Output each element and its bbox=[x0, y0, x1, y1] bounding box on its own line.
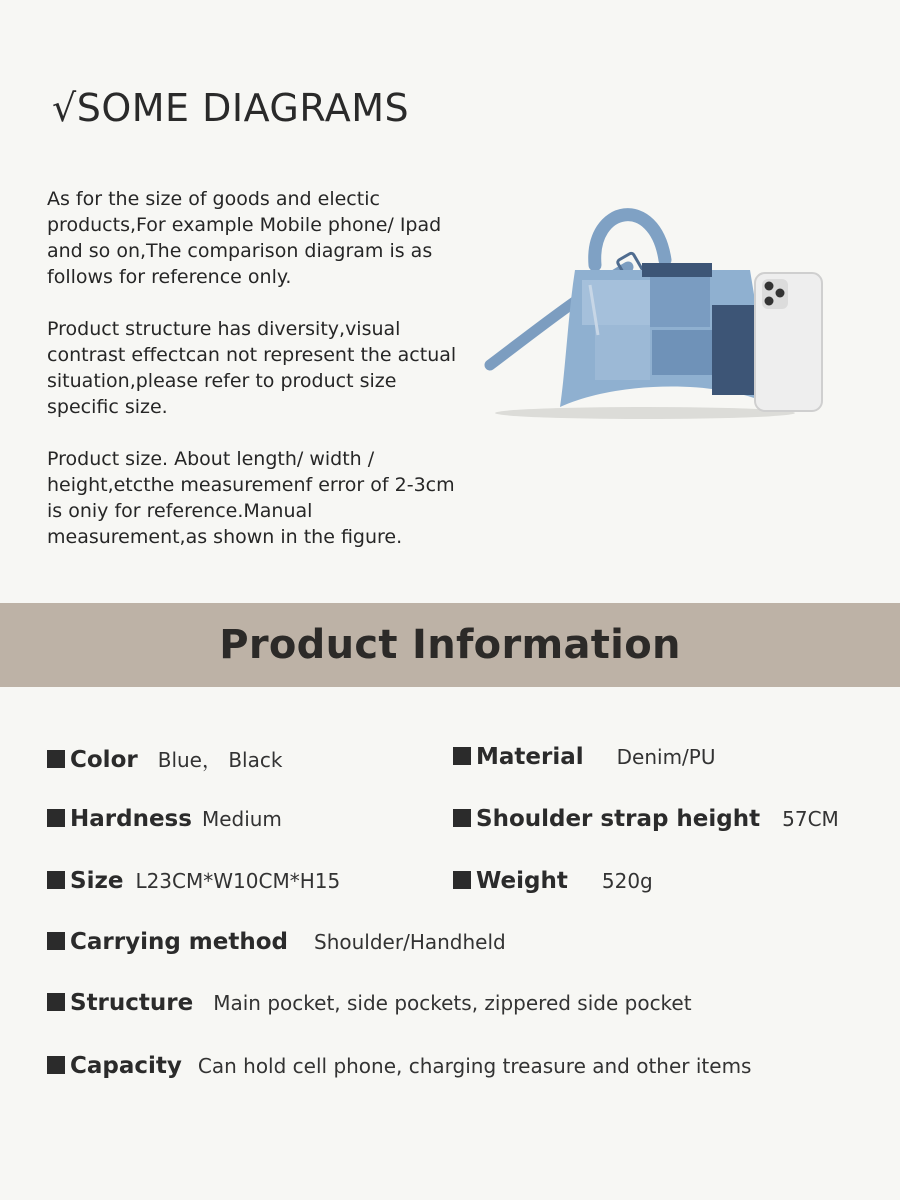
spec-value: 520g bbox=[601, 869, 653, 893]
spec-label: Shoulder strap height bbox=[476, 806, 761, 832]
square-bullet-icon bbox=[47, 750, 65, 768]
intro-paragraph-2: Product structure has diversity,visual contrast effectcan not represent the actual situation,please refer to product size specific size. bbox=[47, 318, 457, 418]
square-bullet-icon bbox=[453, 747, 471, 765]
spec-label: Capacity bbox=[70, 1053, 182, 1079]
phone-image bbox=[755, 273, 822, 411]
spec-weight bbox=[453, 868, 653, 894]
spec-label: Color bbox=[70, 747, 138, 773]
square-bullet-icon bbox=[47, 932, 65, 950]
spec-label: Hardness bbox=[70, 806, 192, 832]
product-comparison-image bbox=[470, 185, 850, 430]
intro-paragraph-1: As for the size of goods and electic products,For example Mobile phone/ Ipad and so on,The comparison diagram is as follows for reference only. bbox=[47, 188, 442, 288]
spec-color bbox=[47, 744, 282, 773]
product-info-title: Product Information bbox=[219, 622, 681, 668]
spec-label: Carrying method bbox=[70, 929, 289, 955]
spec-structure bbox=[47, 990, 692, 1016]
spec-capacity bbox=[47, 1053, 751, 1079]
product-info-banner bbox=[0, 603, 900, 687]
spec-value: Can hold cell phone, charging treasure and other items bbox=[197, 1054, 752, 1078]
spec-value: Main pocket, side pockets, zippered side pocket bbox=[213, 991, 692, 1015]
spec-value: 57CM bbox=[782, 807, 839, 831]
square-bullet-icon bbox=[47, 993, 65, 1011]
spec-label: Structure bbox=[70, 990, 194, 1016]
spec-hardness bbox=[47, 806, 282, 832]
spec-size bbox=[47, 868, 340, 894]
spec-value: L23CM*W10CM*H15 bbox=[135, 869, 341, 893]
spec-shoulder-strap bbox=[453, 806, 839, 832]
square-bullet-icon bbox=[47, 871, 65, 889]
square-bullet-icon bbox=[453, 809, 471, 827]
section-title: √SOME DIAGRAMS bbox=[52, 86, 410, 130]
handbag-image bbox=[490, 215, 772, 407]
spec-value: Medium bbox=[201, 807, 282, 831]
spec-material bbox=[453, 744, 716, 770]
spec-carrying-method bbox=[47, 929, 506, 955]
spec-label: Weight bbox=[476, 868, 568, 894]
intro-text bbox=[47, 186, 457, 576]
spec-value: Blue， Black bbox=[157, 748, 283, 772]
square-bullet-icon bbox=[47, 809, 65, 827]
intro-paragraph-3: Product size. About length/ width / height,etcthe measuremenf error of 2-3cm is oniy for reference.Manual measurement,as shown in the figure. bbox=[47, 448, 455, 548]
spec-label: Size bbox=[70, 868, 124, 894]
spec-value: Shoulder/Handheld bbox=[314, 930, 506, 954]
square-bullet-icon bbox=[47, 1056, 65, 1074]
spec-label: Material bbox=[476, 744, 584, 770]
square-bullet-icon bbox=[453, 871, 471, 889]
spec-value: Denim/PU bbox=[616, 745, 716, 769]
